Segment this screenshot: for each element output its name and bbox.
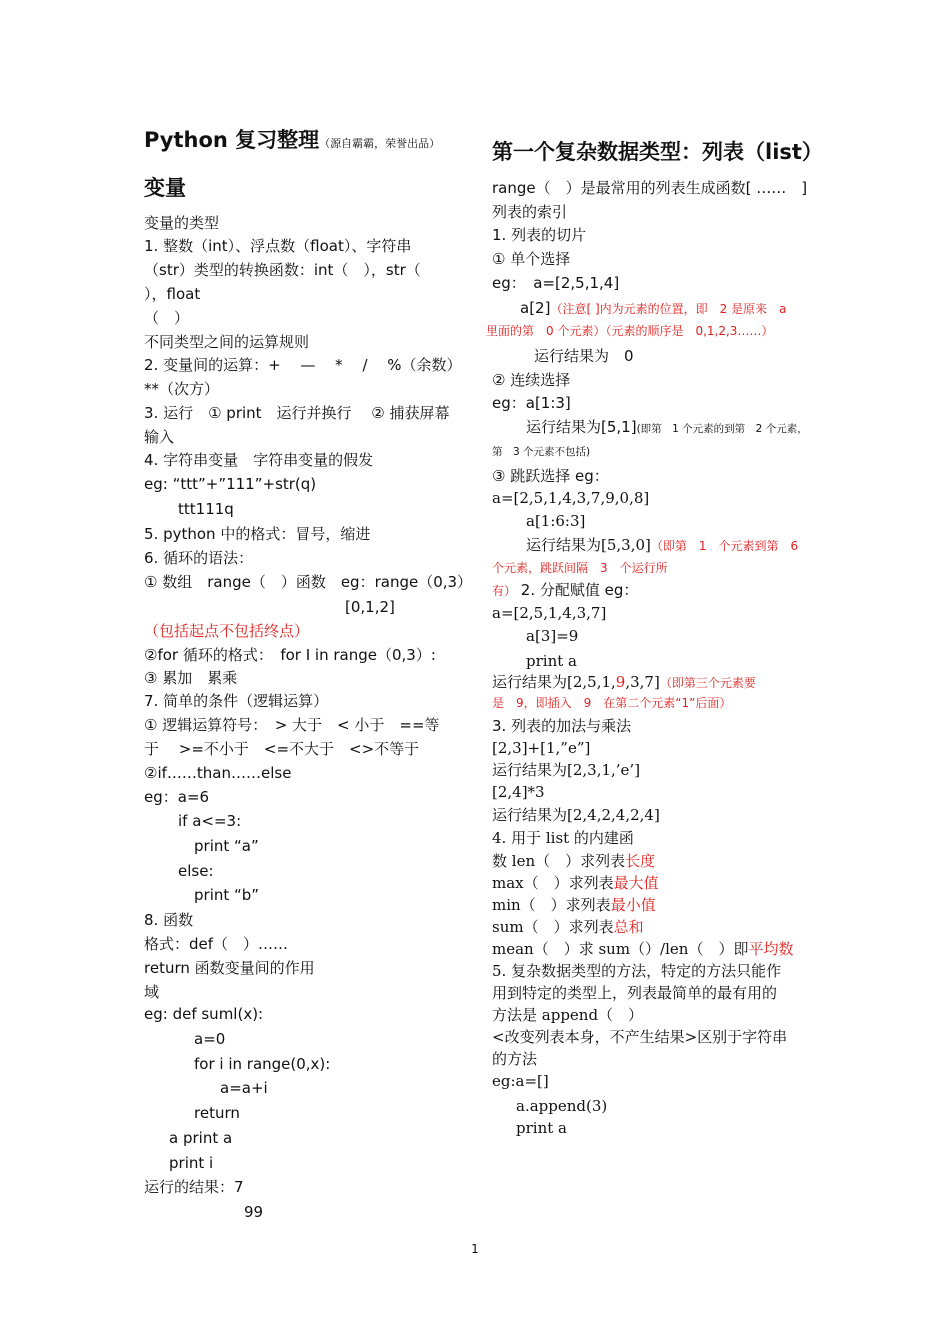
text-line: **（次方） (144, 380, 220, 398)
text-line: 的方法 (492, 1050, 538, 1068)
text-line: sum（ ）求列表总和 (492, 918, 644, 936)
text-line: 变量的类型 (144, 214, 220, 232)
code-line: a.append(3) (516, 1097, 608, 1115)
text-line: 不同类型之间的运算规则 (144, 333, 310, 351)
text-line: range（ ）是最常用的列表生成函数[ …… ] (492, 179, 808, 197)
text-line: 用到特定的类型上，列表最简单的最有用的 (492, 984, 778, 1002)
text-line: 域 (144, 983, 160, 1001)
text-line: （ ） (144, 309, 190, 327)
code-line: 运行结果为[2,3,1,’e’] (492, 761, 641, 779)
text-line: 8. 函数 (144, 911, 194, 929)
highlight-term: 最大值 (613, 874, 659, 892)
note-inline: （即第三个元素要 (659, 676, 756, 690)
code-line: eg: def suml(x): (144, 1005, 264, 1023)
code-line: print “b” (194, 886, 260, 904)
code-line: for i in range(0,x): (194, 1055, 331, 1073)
highlight-value: 9 (615, 673, 626, 691)
text-line: 4. 字符串变量 字符串变量的假发 (144, 451, 374, 469)
text-line: 7. 简单的条件（逻辑运算） (144, 692, 329, 710)
note-line: 是 9，即插入 9 在第二个元素“1”后面） (492, 696, 732, 710)
code-line: eg: “ttt”+”111”+str(q) (144, 475, 317, 493)
note-line: 第 3 个元素不包括) (492, 446, 591, 458)
note-inline: 有） (492, 584, 517, 598)
code-line: a[2]（注意[ ]内为元素的位置，即 2 是原来 a (520, 299, 787, 317)
text-line: 运行结果为 0 (534, 347, 634, 365)
code-line: 运行结果为[2,4,2,4,2,4] (492, 806, 660, 824)
text-line: ① 单个选择 (492, 250, 571, 268)
code-line: print “a” (194, 837, 259, 855)
text-line: ②for 循环的格式： for I in range（0,3）: (144, 646, 436, 664)
text-line: 6. 循环的语法： (144, 549, 254, 567)
document-title: Python 复习整理（源自霸霸，荣誉出品） (144, 128, 441, 152)
text-line: 2. 变量间的运算：+ — * / %（余数） (144, 356, 462, 374)
code-line: eg：a[1:3] (492, 394, 571, 412)
code-line: print a (526, 652, 577, 670)
text-line: 运行结果为[5,1](即第 1 个元素的到第 2 个元素， (526, 418, 808, 436)
code-line: eg:a=[] (492, 1072, 549, 1090)
text-line: <改变列表本身，不产生结果>区别于字符串 (492, 1028, 788, 1046)
highlight-term: 长度 (625, 852, 656, 870)
code-line: if a<=3: (178, 812, 242, 830)
text-line: ② 连续选择 (492, 371, 571, 389)
section-heading-variables: 变量 (144, 176, 186, 200)
text-line: 4. 用于 list 的内建函 (492, 829, 634, 847)
code-line: return (194, 1104, 240, 1122)
note-inline: （即第 1 个元素到第 6 (650, 539, 799, 553)
text-line: 于 >=不小于 <=不大于 <>不等于 (144, 740, 420, 758)
note-line: 里面的第 0 个元素）（元素的顺序是 0,1,2,3……） (486, 324, 774, 338)
note-line: （包括起点不包括终点） (144, 622, 310, 640)
code-line: eg： a=[2,5,1,4] (492, 274, 620, 292)
note-line: 个元素，跳跃间隔 3 个运行所 (492, 561, 668, 575)
code-line: ttt111q (178, 500, 234, 518)
list-section-title: 第一个复杂数据类型：列表（list） (492, 140, 823, 164)
text-line: 列表的索引 (492, 203, 568, 221)
code-line: a print a (169, 1129, 233, 1147)
text-line: return 函数变量间的作用 (144, 959, 315, 977)
highlight-term: 平均数 (748, 940, 794, 958)
text-line: （str）类型的转换函数：int（ ），str（ (144, 261, 421, 279)
highlight-term: 最小值 (610, 896, 656, 914)
text-line: min（ ）求列表最小值 (492, 896, 656, 914)
text-line: 3. 列表的加法与乘法 (492, 717, 632, 735)
code-line: a=[2,5,1,4,3,7,9,0,8] (492, 489, 650, 507)
title-note: （源自霸霸，荣誉出品） (319, 137, 441, 150)
code-line: [0,1,2] (345, 598, 395, 616)
code-line: a=[2,5,1,4,3,7] (492, 604, 607, 622)
text-line: 5. python 中的格式：冒号，缩进 (144, 525, 371, 543)
code-line: a[1:6:3] (526, 512, 586, 530)
text-line: ③ 跳跃选择 eg： (492, 467, 609, 485)
code-line: a=0 (194, 1030, 226, 1048)
text-line: 格式：def（ ）…… (144, 935, 289, 953)
text-line: 99 (244, 1203, 264, 1221)
text-line: 数 len（ ）求列表长度 (492, 852, 656, 870)
text-line: 输入 (144, 428, 175, 446)
text-line: 有） 2. 分配赋值 eg： (492, 581, 639, 599)
code-line: print i (169, 1154, 214, 1172)
text-line: mean（ ）求 sum（）/len（ ）即平均数 (492, 940, 794, 958)
code-line: print a (516, 1119, 567, 1137)
text-line: max（ ）求列表最大值 (492, 874, 659, 892)
text-line: ① 逻辑运算符号： > 大于 < 小于 ==等 (144, 716, 440, 734)
text-line: 1. 整数（int）、浮点数（float）、字符串 (144, 237, 412, 255)
text-line: ③ 累加 累乘 (144, 669, 238, 687)
text-line: 3. 运行 ① print 运行并换行 ② 捕获屏幕 (144, 404, 450, 422)
highlight-term: 总和 (613, 918, 644, 936)
code-line: eg：a=6 (144, 788, 210, 806)
code-line: a=a+i (220, 1079, 268, 1097)
page-number: 1 (471, 1242, 479, 1256)
text-line: ），float (144, 285, 201, 303)
code-line: [2,3]+[1,”e”] (492, 739, 591, 757)
text-line: 1. 列表的切片 (492, 226, 587, 244)
text-line: ②if……than……else (144, 764, 292, 782)
text-line: 运行结果为[5,3,0]（即第 1 个元素到第 6 (526, 536, 799, 554)
text-line: 运行的结果：7 (144, 1178, 244, 1196)
note-inline: (即第 1 个元素的到第 2 个元素， (636, 423, 808, 435)
code-line: [2,4]*3 (492, 783, 545, 801)
text-line: 5. 复杂数据类型的方法，特定的方法只能作 (492, 962, 782, 980)
code-line: else: (178, 862, 214, 880)
text-line: 方法是 append（ ） (492, 1006, 644, 1024)
code-line: a[3]=9 (526, 627, 579, 645)
text-line: ① 数组 range（ ）函数 eg：range（0,3） (144, 573, 473, 591)
text-line: 运行结果为[2,5,1,9,3,7]（即第三个元素要 (492, 673, 756, 691)
note-inline: （注意[ ]内为元素的位置，即 2 是原来 a (550, 302, 787, 316)
